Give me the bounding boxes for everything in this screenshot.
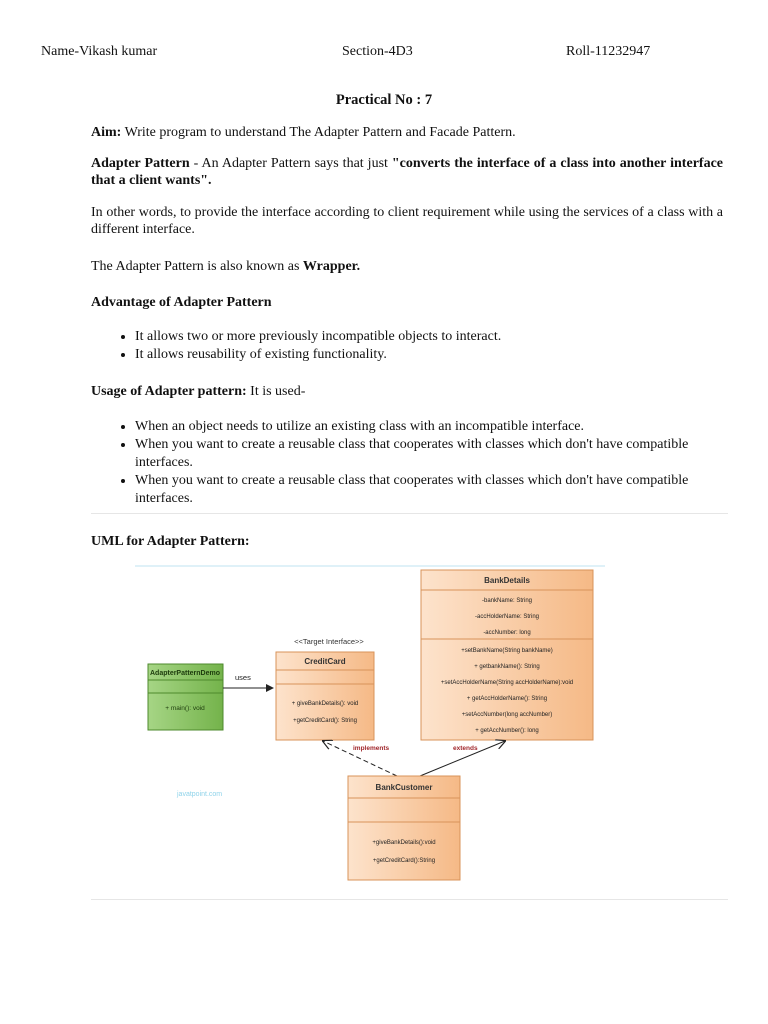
roll-number: Roll-11232947 — [566, 44, 651, 59]
usage-paragraph — [91, 383, 723, 400]
advantage-list — [91, 328, 723, 364]
target-interface-stereotype: <<Target Interface>> — [294, 637, 364, 646]
bank-details-class — [421, 570, 593, 740]
bank-details-field-2: -accHolderName: String — [474, 614, 540, 620]
divider — [91, 513, 728, 514]
list-item: • When you want to create a reusable class that cooperates with classes which don't have compatible interfaces. — [135, 436, 723, 472]
adapter-quote: "converts the interface of a class into another interface that a client wants". — [91, 156, 723, 188]
uml-heading: UML for Adapter Pattern: — [91, 534, 250, 549]
uses-label: uses — [235, 673, 251, 682]
bank-customer-class-name: BankCustomer — [375, 783, 433, 792]
bank-details-method-2: + getbankName(): String — [474, 664, 540, 670]
page-title: Practical No : 7 — [335, 92, 433, 108]
adapter-label: Adapter Pattern — [91, 156, 190, 171]
adapter-intro-text: - An Adapter Pattern says that just — [189, 156, 392, 171]
other-words-paragraph: In other words, to provide the interface according to client requirement while using the services of a class with a different interface. — [91, 205, 723, 237]
aim-label: Aim: — [91, 125, 122, 140]
uml-diagram — [135, 560, 605, 890]
usage-label: Usage of Adapter pattern: — [91, 384, 247, 399]
list-item: • It allows reusability of existing functionality. — [135, 346, 723, 364]
implements-label: implements — [353, 745, 390, 752]
usage-list — [91, 418, 723, 508]
bank-customer-method-2: +getCreditCard():String — [372, 858, 436, 864]
wrapper-bold: Wrapper. — [302, 259, 361, 274]
wrapper-prefix: The Adapter Pattern is also known as — [91, 259, 303, 274]
credit-card-method-2: +getCreditCard(): String — [293, 718, 357, 724]
wrapper-paragraph — [91, 258, 723, 275]
aim-text: Write program to understand The Adapter Pattern and Facade Pattern. — [121, 125, 516, 140]
bank-details-method-3: +setAccHolderName(String accHolderName):void — [440, 680, 574, 686]
list-item: • It allows two or more previously incompatible objects to interact. — [135, 328, 723, 346]
list-item: • When an object needs to utilize an existing class with an incompatible interface. — [135, 418, 723, 436]
credit-card-class — [276, 652, 374, 740]
bank-details-method-1: +setBankName(String bankName) — [461, 648, 553, 654]
usage-text: It is used- — [246, 384, 306, 399]
credit-card-class-name: CreditCard — [304, 657, 346, 666]
bank-details-method-4: + getAccHolderName(): String — [466, 696, 548, 702]
bank-customer-method-1: +giveBankDetails():void — [372, 840, 436, 846]
watermark-text: javatpoint.com — [177, 791, 223, 798]
list-item: • When you want to create a reusable class that cooperates with classes which don't have compatible interfaces. — [135, 472, 723, 508]
advantage-heading: Advantage of Adapter Pattern — [91, 295, 272, 310]
extends-label: extends — [453, 745, 478, 752]
demo-class-name: AdapterPatternDemo — [149, 670, 221, 677]
aim-paragraph — [91, 124, 723, 141]
bank-details-field-1: -bankName: String — [481, 598, 533, 604]
adapter-intro-paragraph — [91, 155, 723, 189]
bank-details-class-name: BankDetails — [484, 576, 530, 585]
student-name: Name-Vikash kumar — [41, 44, 158, 59]
bank-details-field-3: -accNumber: long — [483, 630, 531, 636]
uml-diagram-svg — [135, 560, 605, 890]
credit-card-method-1: + giveBankDetails(): void — [291, 701, 359, 707]
demo-method: + main(): void — [165, 705, 205, 712]
section-label: Section-4D3 — [342, 44, 413, 59]
divider — [91, 899, 728, 900]
adapter-pattern-demo-class — [148, 664, 223, 730]
bank-details-method-6: + getAccNumber(): long — [475, 728, 539, 734]
bank-customer-class — [348, 776, 460, 880]
bank-details-method-5: +setAccNumber(long accNumber) — [461, 712, 553, 718]
